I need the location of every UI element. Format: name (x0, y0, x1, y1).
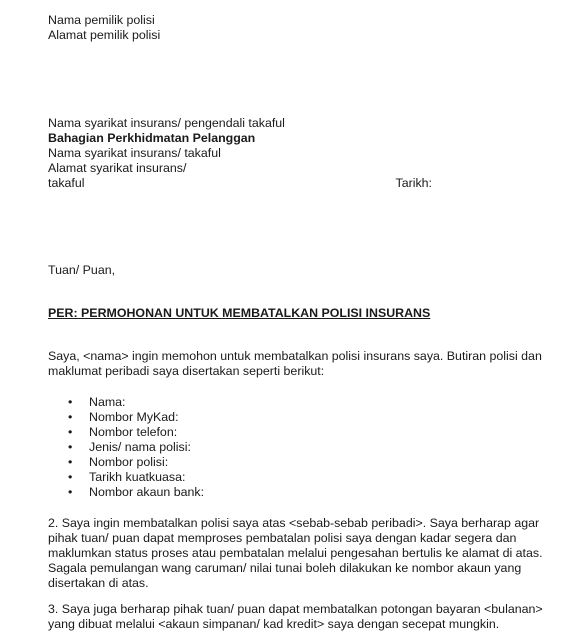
intro-line-2: maklumat peribadi saya disertakan seperti berikut: (48, 364, 325, 378)
list-item: • Nombor MyKad: (89, 410, 204, 425)
sender-address: Alamat pemilik polisi (48, 28, 161, 42)
list-item: • Nombor telefon: (89, 425, 204, 440)
intro-paragraph (48, 349, 542, 379)
list-item: • Jenis/ nama polisi: (89, 440, 204, 455)
paragraph-3 (48, 602, 543, 632)
recipient-line-5: takaful (48, 176, 85, 190)
paragraph-2-line: 2. Saya ingin membatalkan polisi saya atas <sebab-sebab peribadi>. Saya berharap agar (48, 516, 540, 530)
paragraph-2-line: disertakan di atas. (48, 576, 149, 590)
paragraph-2-line: Sagala pemulangan wang caruman/ nilai tunai boleh dilakukan ke nombor akaun yang (48, 561, 522, 575)
intro-line-1: Saya, <nama> ingin memohon untuk membatalkan polisi insurans saya. Butiran polisi dan (48, 349, 542, 363)
letter-subject: PER: PERMOHONAN UNTUK MEMBATALKAN POLISI INSURANS (48, 306, 431, 320)
recipient-line-1: Nama syarikat insurans/ pengendali takaful (48, 116, 285, 130)
sender-name: Nama pemilik polisi (48, 13, 155, 27)
date-label: Tarikh: (395, 176, 432, 190)
recipient-department: Bahagian Perkhidmatan Pelanggan (48, 131, 256, 145)
recipient-block (48, 116, 432, 191)
list-item: • Nombor polisi: (89, 455, 204, 470)
list-item: • Nombor akaun bank: (89, 485, 204, 500)
list-item: • Tarikh kuatkuasa: (89, 470, 204, 485)
sender-block (48, 13, 160, 43)
paragraph-3-line: yang dibuat melalui <akaun simpanan/ kad kredit> saya dengan secepat mungkin. (48, 617, 500, 631)
salutation: Tuan/ Puan, (48, 263, 116, 277)
paragraph-2-line: pihak tuan/ puan dapat memproses pembatalan polisi saya dengan kadar segera dan (48, 531, 517, 545)
list-item: • Nama: (89, 395, 204, 410)
paragraph-2-line: maklumkan status proses atau pembatalan melalui pengesahan bertulis ke alamat di atas. (48, 546, 543, 560)
paragraph-2 (48, 516, 543, 591)
details-list (48, 395, 204, 500)
recipient-line-4: Alamat syarikat insurans/ (48, 161, 187, 175)
paragraph-3-line: 3. Saya juga berharap pihak tuan/ puan dapat membatalkan potongan bayaran <bulanan> (48, 602, 543, 616)
recipient-line-3: Nama syarikat insurans/ takaful (48, 146, 221, 160)
recipient-date-row (48, 176, 432, 191)
